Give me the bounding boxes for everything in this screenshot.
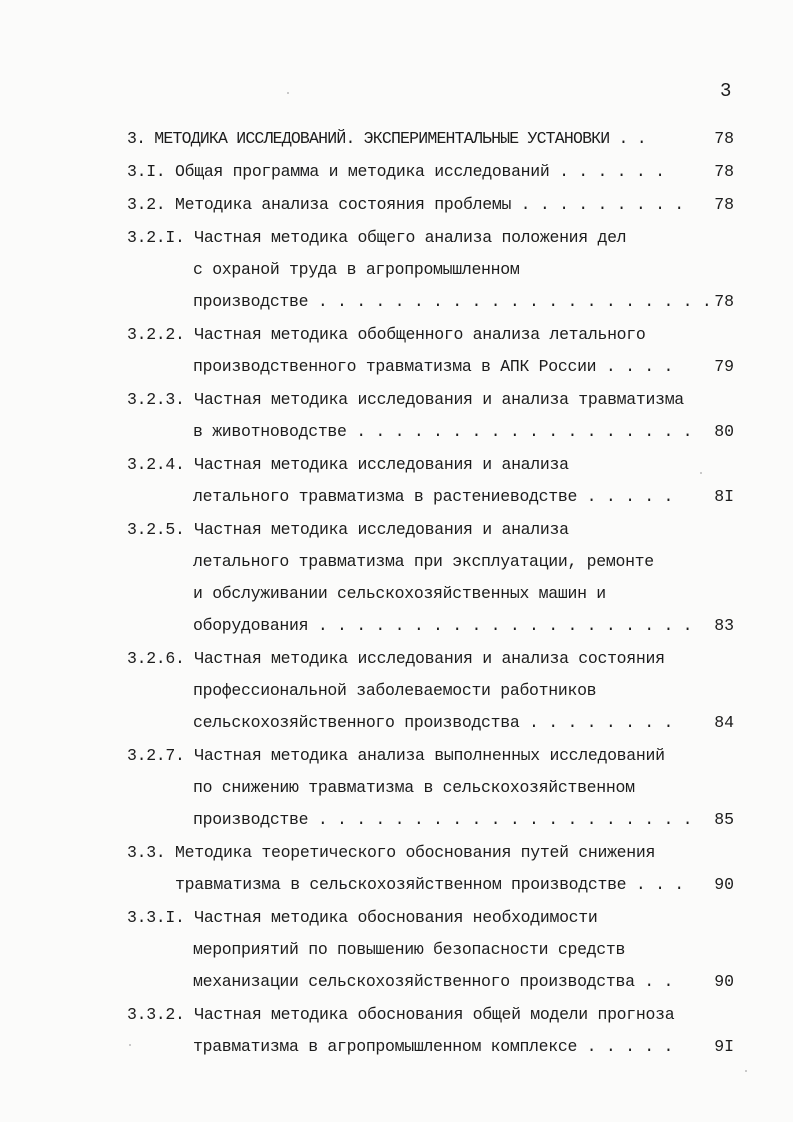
- toc-entry-3-3-1-line-2: мероприятий по повышению безопасности средств: [193, 940, 626, 959]
- toc-entry-3-3-line-1: 3.3. Методика теоретического обоснования путей снижения: [127, 843, 656, 862]
- toc-entry-3-2-6-line-3: сельскохозяйственного производства . . . . . . . .: [193, 713, 674, 732]
- toc-entry-3-3-page: 90: [714, 875, 734, 894]
- toc-entry-3-2-5-line-4: оборудования . . . . . . . . . . . . . . . . . . . .: [193, 616, 693, 635]
- page-number: 3: [720, 80, 732, 102]
- toc-entry-3-2-7-line-1: 3.2.7. Частная методика анализа выполненных исследований: [127, 746, 665, 765]
- toc-entry-3-2-7-line-2: по снижению травматизма в сельскохозяйственном: [193, 778, 635, 797]
- toc-entry-3-1-page: 78: [714, 162, 734, 181]
- toc-entry-3-2-1-line-1: 3.2.I. Частная методика общего анализа положения дел: [127, 228, 627, 247]
- toc-entry-3-2-page: 78: [714, 195, 734, 214]
- toc-entry-3-2-2-line-1: 3.2.2. Частная методика обобщенного анализа летального: [127, 325, 646, 344]
- toc-entry-3-2-7-page: 85: [714, 810, 734, 829]
- scan-speck: [700, 472, 702, 474]
- toc-entry-3-2-6-page: 84: [714, 713, 734, 732]
- toc-entry-3-2-title: 3.2. Методика анализа состояния проблемы . . . . . . . . .: [127, 195, 684, 214]
- toc-entry-3-2-6-line-2: профессиональной заболеваемости работников: [193, 681, 597, 700]
- toc-entry-3-2-5-line-3: и обслуживании сельскохозяйственных машин и: [193, 584, 606, 603]
- toc-entry-3-3-line-2: травматизма в сельскохозяйственном производстве . . .: [175, 875, 684, 894]
- toc-entry-3-2-3-line-1: 3.2.3. Частная методика исследования и анализа травматизма: [127, 390, 684, 409]
- toc-entry-3-2-5-page: 83: [714, 616, 734, 635]
- scan-speck: [129, 1044, 131, 1046]
- toc-entry-3-2-4-line-2: летального травматизма в растениеводстве . . . . .: [193, 487, 674, 506]
- toc-entry-3-2-7-line-3: производстве . . . . . . . . . . . . . . . . . . . .: [193, 810, 693, 829]
- toc-entry-3-3-1-line-3: механизации сельскохозяйственного производства . .: [193, 972, 674, 991]
- toc-entry-3-page: 78: [714, 129, 734, 148]
- toc-entry-3-2-1-line-3: производстве . . . . . . . . . . . . . . . . . . . . .: [193, 292, 712, 311]
- toc-entry-3-2-5-line-1: 3.2.5. Частная методика исследования и анализа: [127, 520, 569, 539]
- toc-entry-3-2-4-page: 8I: [714, 487, 734, 506]
- toc-entry-3-1-title: 3.I. Общая программа и методика исследований . . . . . .: [127, 162, 665, 181]
- toc-entry-3-3-2-page: 9I: [714, 1037, 734, 1056]
- toc-entry-3-2-2-page: 79: [714, 357, 734, 376]
- toc-entry-3-2-3-page: 80: [714, 422, 734, 441]
- toc-entry-3-2-2-line-2: производственного травматизма в АПК России . . . .: [193, 357, 674, 376]
- toc-entry-3-2-4-line-1: 3.2.4. Частная методика исследования и анализа: [127, 455, 569, 474]
- toc-entry-3-2-1-line-2: с охраной труда в агропромышленном: [193, 260, 520, 279]
- toc-entry-3-2-5-line-2: летального травматизма при эксплуатации, ремонте: [193, 552, 654, 571]
- toc-entry-3-3-2-line-1: 3.3.2. Частная методика обоснования общей модели прогноза: [127, 1005, 675, 1024]
- scan-speck: [745, 1070, 747, 1072]
- toc-entry-3-3-2-line-2: травматизма в агропромышленном комплексе . . . . .: [193, 1037, 674, 1056]
- toc-entry-3-2-3-line-2: в животноводстве . . . . . . . . . . . . . . . . . .: [193, 422, 693, 441]
- toc-entry-3-3-1-line-1: 3.3.I. Частная методика обоснования необходимости: [127, 908, 598, 927]
- toc-entry-3-2-6-line-1: 3.2.6. Частная методика исследования и анализа состояния: [127, 649, 665, 668]
- scan-speck: [287, 92, 289, 94]
- toc-entry-3-3-1-page: 90: [714, 972, 734, 991]
- toc-entry-3-2-1-page: 78: [714, 292, 734, 311]
- toc-entry-3-title: 3. МЕТОДИКА ИССЛЕДОВАНИЙ. ЭКСПЕРИМЕНТАЛЬНЫЕ УСТАНОВКИ . .: [127, 129, 646, 148]
